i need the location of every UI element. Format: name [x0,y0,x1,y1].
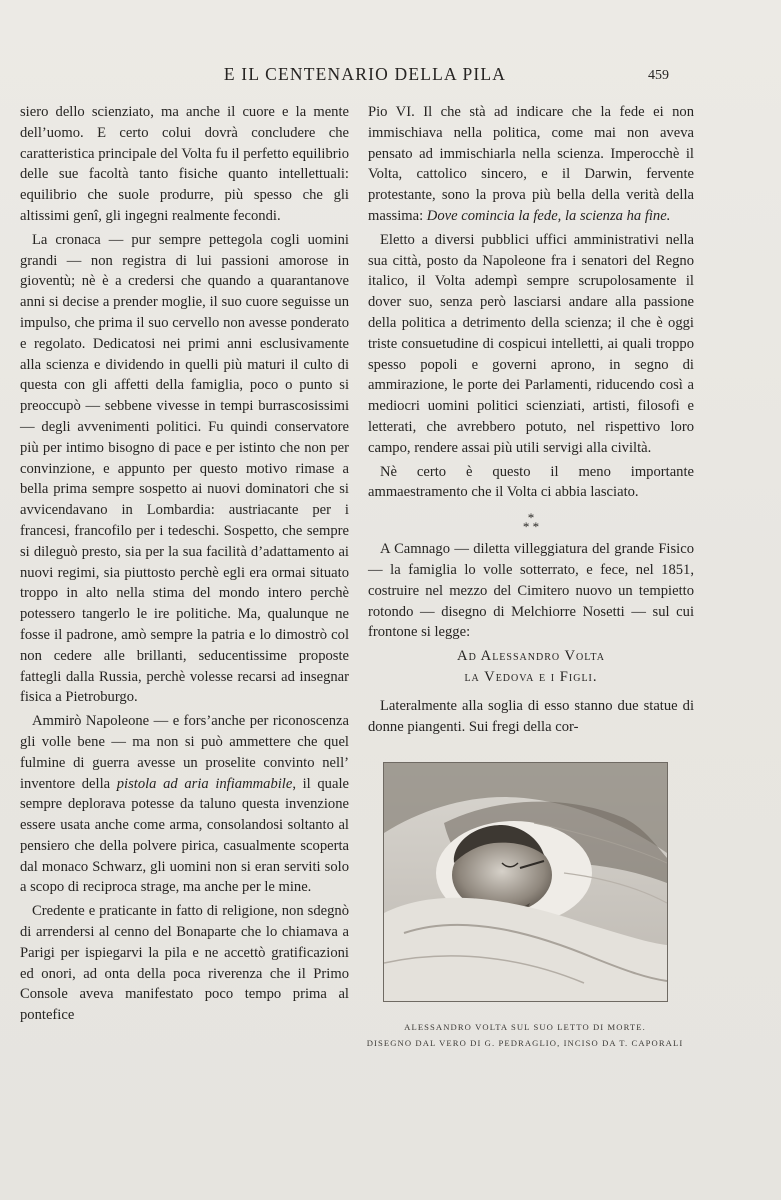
text-run: Pio VI. Il che stà ad indicare che la fede ei non immischiava nella politica, come mai non aveva pensato ad immischiarla nella scienza. Imperocchè il Volta, cattolico sincero, e il Darwin, fervente protestante, sono la prova più bella della verità della massima: [368,104,694,224]
paragraph: A Camnago — diletta villeggiatura del grande Fisico — la famiglia lo volle sotterrato, e fece, nel 1851, costruire nel mezzo del Cimitero nuovo un tempietto rotondo — disegno di Melchiorre Nosetti — sul cui frontone si legge: [368,541,694,641]
inscription-line: Ad Alessandro Volta [457,648,605,665]
paragraph: Eletto a diversi pubblici uffici amministrativi nella sua città, posto da Napoleone fra i senatori del Regno italico, il Volta adempì sempre scrupolosamente il dover suo, senza però lasciarsi andare alla passione della politica a detrimento della scienza; il che è oggi triste consuetudine di cospicui intelletti, ai quali troppo spesso popoli e governi aprono, in segno di ammirazione, le porte dei Parlamenti, riducendo così a mediocri uomini politici scienziati, artisti, filosofi e letterati, che avrebbero potuto, nel rispettivo loro campo, rendere assai più utili servigi alla civiltà. [368,231,694,456]
text-run: Ammirò Napoleone — e fors’anche per riconoscenza gli volle bene — ma non si può ammettere che quel fulmine di guerra avesse un proselite convinto nell’ inventore della [20,713,349,792]
paragraph: Nè certo è questo il meno importante ammaestramento che il Volta ci abbia lasciato. [368,463,694,501]
paragraph: Credente e praticante in fatto di religione, non sdegnò di arrendersi al cenno del Bonaparte che lo chiamava a Parigi per ispiegarvi la pila e ne accettò gratificazioni ed onori, ad onta della poca riverenza che il Primo Console aveva manifestato poco tempo prima al pontefice [20,903,349,1024]
asterism-divider: * * * [522,510,540,535]
deathbed-engraving [383,762,668,1002]
paragraph: siero dello scienziato, ma anche il cuore e la mente dell’uomo. E certo colui dovrà concludere che caratteristica principale del Volta fu il perfetto equilibrio delle sue facoltà tanto fisiche quanto intellettuali: equilibrio che suole produrre, più spesso che gli altissimi genî, gli ingegni realmente fecondi. [20,104,349,224]
figure-caption: ALESSANDRO VOLTA SUL SUO LETTO DI MORTE. [404,1022,646,1032]
paragraph [20,711,349,898]
text-run: , il quale sempre deplorava potesse da taluno questa invenzione essere usata anche come arma, consolandosi soltanto al pensiero che della polvere pirica, casualmente scoperta dal monaco Schwarz, gli uomini non si eran serviti solo a scopo di reciproca strage, ma anche per le mine. [20,775,349,896]
italic-text: pistola ad aria infiammabile [116,775,293,792]
page-number: 459 [648,68,669,83]
right-column [368,102,694,737]
paragraph: La cronaca — pur sempre pettegola cogli uomini grandi — non registra di lui passioni amorose in gioventù; nè è a credersi che quando a quarantanove anni si decise a prender moglie, il suo cuore seguisse un impulso, che prima il suo cervello non avesse ponderato e regolato. Dedicatosi nei primi anni esclusivamente alla scienza e dividendo in quelli più maturi il culto di questa con gli affetti della famiglia, poco o punto si preoccupò — sebbene vivesse in tempi burrascosissimi — degli avvenimenti politici. Fu quindi conservatore più per intimo bisogno di pace e per istinto che non per convinzione, e appunto per questo motivo rimase a bella prima sempre sospetto ai nuovi dominatori che si avvicendavano in Lombardia: austriacante per i francesi, francofilo per i tedeschi. Sospetto, che sempre si dileguò presto, sia per la sua facilità d’adattamento ai nuovi regimi, sia piuttosto perchè egli era ormai situato troppo in alto nella stima del mondo intero perchè potessero tangerlo le ire politiche. Ma, qualunque ne fosse il padrone, amò sempre la patria e lo dimostrò col non cedere alle brillanti, seducentissime proposte fattegli dalla Russia, perchè volesse recarsi ad insegnar fisica a Pietroburgo. [20,231,349,706]
inscription-line: la Vedova e i Figli. [464,668,598,685]
figure-caption-credit: DISEGNO DAL VERO DI G. PEDRAGLIO, INCISO DA T. CAPORALI [366,1038,684,1048]
paragraph [368,102,694,227]
engraving-illustration [384,763,667,1001]
paragraph: Lateralmente alla soglia di esso stanno due statue di donne piangenti. Sui fregi della cor- [368,697,694,735]
left-column [20,102,349,1026]
italic-text: Dove comincia la fede, la scienza ha fine. [426,207,671,224]
running-header: E IL CENTENARIO DELLA PILA [223,64,507,84]
